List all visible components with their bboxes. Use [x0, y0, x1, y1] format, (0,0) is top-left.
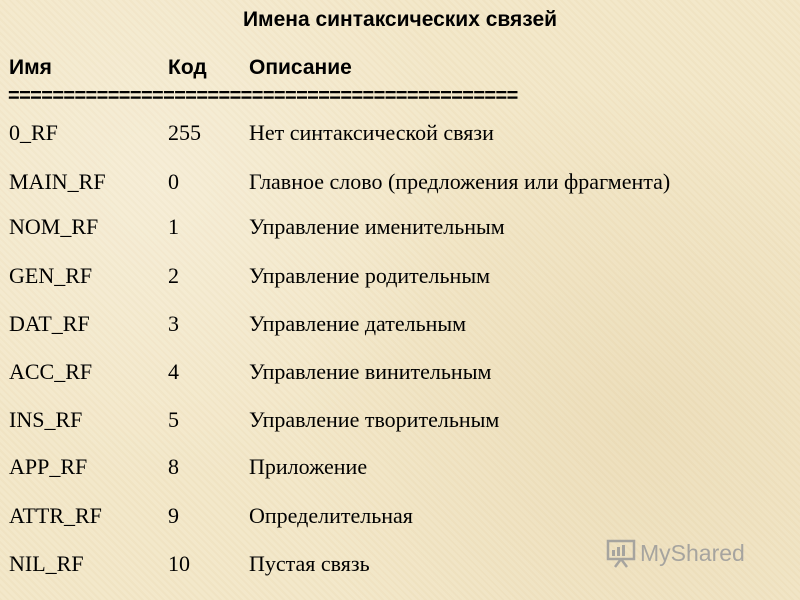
- row-name: ATTR_RF: [9, 503, 102, 528]
- header-separator: ==============================================: [8, 85, 518, 107]
- table-row: [0, 309, 800, 339]
- row-name: INS_RF: [9, 407, 83, 432]
- row-code: 9: [168, 503, 179, 528]
- table-row: [0, 357, 800, 387]
- table-row: [0, 452, 800, 482]
- row-description: Нет синтаксической связи: [249, 120, 494, 145]
- table-row: [0, 405, 800, 435]
- row-name: APP_RF: [9, 454, 88, 479]
- row-name: DAT_RF: [9, 311, 90, 336]
- table-header: [0, 56, 800, 86]
- row-name: MAIN_RF: [9, 169, 106, 194]
- row-name: 0_RF: [9, 120, 58, 145]
- row-name: NIL_RF: [9, 551, 84, 576]
- row-description: Управление родительным: [249, 263, 491, 288]
- row-code: 4: [168, 359, 179, 384]
- table-row: [0, 118, 800, 148]
- row-code: 8: [168, 454, 179, 479]
- row-code: 5: [168, 407, 179, 432]
- table-row: [0, 212, 800, 242]
- table-row: [0, 261, 800, 291]
- row-code: 255: [168, 120, 201, 145]
- row-description: Управление творительным: [249, 407, 500, 432]
- row-name: NOM_RF: [9, 214, 99, 239]
- row-description: Приложение: [249, 454, 368, 479]
- watermark-text: MyShared: [640, 539, 745, 566]
- row-description: Управление дательным: [249, 311, 467, 336]
- row-code: 10: [168, 551, 190, 576]
- row-name: GEN_RF: [9, 263, 93, 288]
- table-row: [0, 501, 800, 531]
- row-code: 2: [168, 263, 179, 288]
- row-code: 1: [168, 214, 179, 239]
- row-code: 0: [168, 169, 179, 194]
- presentation-board-icon: [606, 538, 636, 568]
- row-code: 3: [168, 311, 179, 336]
- row-description: Управление винительным: [249, 359, 492, 384]
- header-code: Код: [168, 56, 207, 79]
- row-description: Управление именительным: [249, 214, 505, 239]
- row-name: ACC_RF: [9, 359, 93, 384]
- slide-title: Имена синтаксических связей: [242, 8, 558, 31]
- row-description: Определительная: [249, 503, 413, 528]
- row-description: Главное слово (предложения или фрагмента): [249, 169, 671, 194]
- row-description: Пустая связь: [249, 551, 370, 576]
- myshared-watermark: [606, 536, 745, 570]
- header-name: Имя: [9, 56, 52, 79]
- table-row: [0, 167, 800, 197]
- header-description: Описание: [249, 56, 352, 79]
